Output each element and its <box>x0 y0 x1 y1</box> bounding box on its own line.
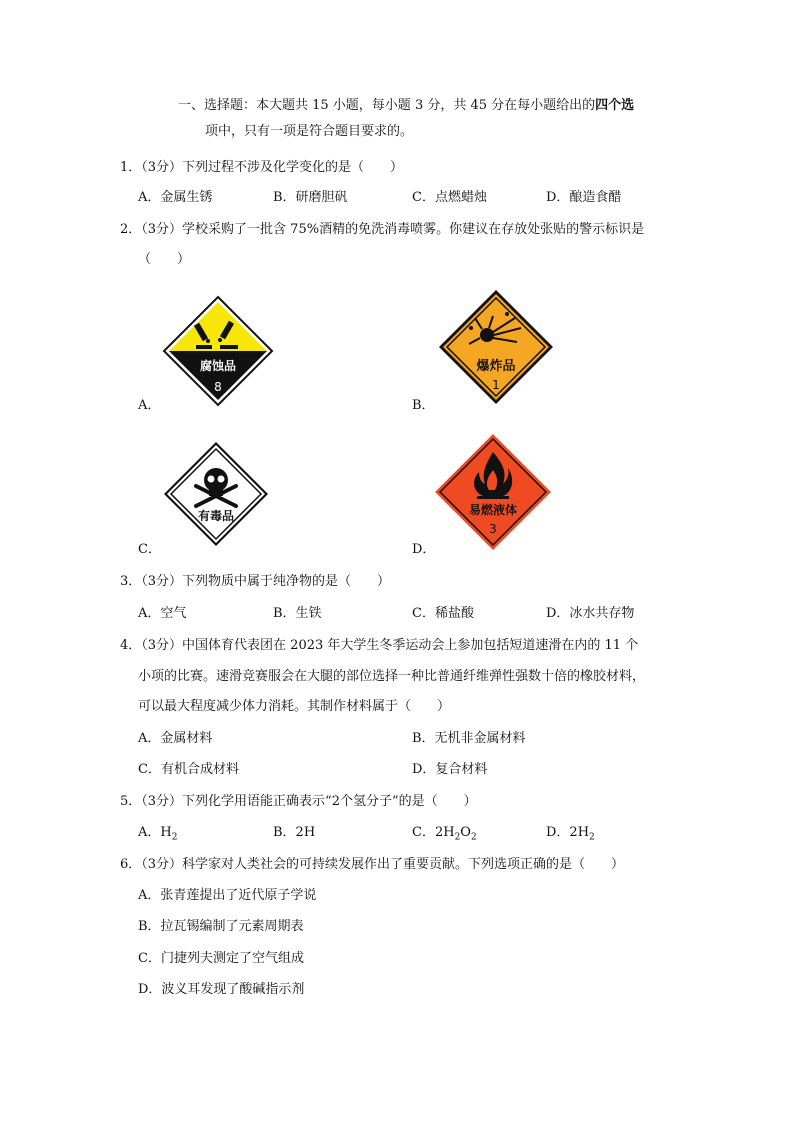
question-5-option-b[interactable] <box>273 824 315 842</box>
formula-text: B．2H <box>273 825 316 840</box>
question-2-stem-line2: （ ） <box>138 252 191 267</box>
section-header-line1: 一、选择题：本大题共 15 小题，每小题 3 分，共 45 分在每小题给出的四个选 <box>178 98 635 113</box>
formula-text: D．2H <box>546 825 590 840</box>
question-4-stem-line2: 小项的比赛。速滑竞赛服会在大腿的部位选择一种比普通纤维弹性强数十倍的橡胶材料， <box>138 669 646 684</box>
question-2-option-d[interactable]: D． <box>412 542 436 557</box>
question-3-option-a[interactable]: A．空气 <box>138 606 187 621</box>
question-1-option-a[interactable]: A．金属生锈 <box>138 190 213 205</box>
explosive-number: 1 <box>492 378 500 392</box>
question-4-option-b[interactable]: B．无机非金属材料 <box>412 731 526 746</box>
question-3-option-d[interactable]: D．冰水共存物 <box>546 606 635 621</box>
question-2-option-c[interactable]: C． <box>138 542 161 557</box>
question-2-option-a[interactable]: A． <box>138 398 161 413</box>
question-1-stem: 1．（3分）下列过程不涉及化学变化的是（ ） <box>120 160 404 175</box>
question-5-stem: 5．（3分）下列化学用语能正确表示“2个氢分子”的是（ ） <box>120 794 477 809</box>
question-6-option-a[interactable]: A．张青莲提出了近代原子学说 <box>138 888 317 903</box>
formula-subscript: 2 <box>589 832 595 843</box>
question-6-option-d[interactable]: D．波义耳发现了酸碱指示剂 <box>138 982 305 997</box>
question-4-option-c[interactable]: C．有机合成材料 <box>138 762 239 777</box>
corrosive-label: 腐蚀品 <box>199 359 237 373</box>
question-3-stem: 3．（3分）下列物质中属于纯净物的是（ ） <box>120 574 391 589</box>
formula-subscript: 2 <box>454 832 461 843</box>
section-header-line2: 项中，只有一项是符合题目要求的。 <box>205 124 414 139</box>
formula-subscript: 2 <box>171 832 178 843</box>
question-6-option-c[interactable]: C．门捷列夫测定了空气组成 <box>138 951 304 966</box>
question-4-stem-line1: 4．（3分）中国体育代表团在 2023 年大学生冬季运动会上参加包括短道速滑在内的 11 个 <box>120 638 639 653</box>
toxic-label: 有毒品 <box>197 509 235 523</box>
formula-text: C．2H <box>412 825 455 840</box>
question-4-option-d[interactable]: D．复合材料 <box>412 762 488 777</box>
explosive-label: 爆炸品 <box>476 359 516 374</box>
question-4-stem-line3: 可以最大程度减少体力消耗。其制作材料属于（ ） <box>138 699 451 714</box>
corrosive-number: 8 <box>214 380 222 394</box>
flammable-label: 易燃液体 <box>468 503 518 517</box>
question-6-option-b[interactable]: B．拉瓦锡编制了元素周期表 <box>138 919 304 934</box>
flammable-number: 3 <box>489 522 497 536</box>
flammable-liquid-sign <box>433 432 553 552</box>
toxic-sign <box>162 440 270 548</box>
formula-text: A．H <box>138 825 172 840</box>
question-3-option-b[interactable]: B．生铁 <box>273 606 322 621</box>
question-1-option-c[interactable]: C．点燃蜡烛 <box>412 190 487 205</box>
question-5-option-c[interactable] <box>412 824 477 847</box>
corrosive-sign <box>162 295 274 407</box>
question-3-option-c[interactable]: C．稀盐酸 <box>412 606 474 621</box>
question-6-stem: 6．（3分）科学家对人类社会的可持续发展作出了重要贡献。下列选项正确的是（ ） <box>120 857 625 872</box>
formula-subscript: 2 <box>470 832 477 843</box>
question-5-option-a[interactable] <box>138 824 177 847</box>
formula-text: O <box>460 825 471 840</box>
question-1-option-d[interactable]: D．酿造食醋 <box>546 190 622 205</box>
question-5-option-d[interactable] <box>546 824 595 847</box>
corrosive-top-fill <box>169 302 267 351</box>
question-2-option-b[interactable]: B． <box>412 398 435 413</box>
question-1-option-b[interactable]: B．研磨胆矾 <box>273 190 348 205</box>
explosive-sign <box>437 288 555 406</box>
question-4-option-a[interactable]: A．金属材料 <box>138 731 213 746</box>
question-2-stem-line1: 2．（3分）学校采购了一批含 75%酒精的免洗消毒喷雾。你建议在存放处张贴的警示标识是 <box>120 222 645 237</box>
